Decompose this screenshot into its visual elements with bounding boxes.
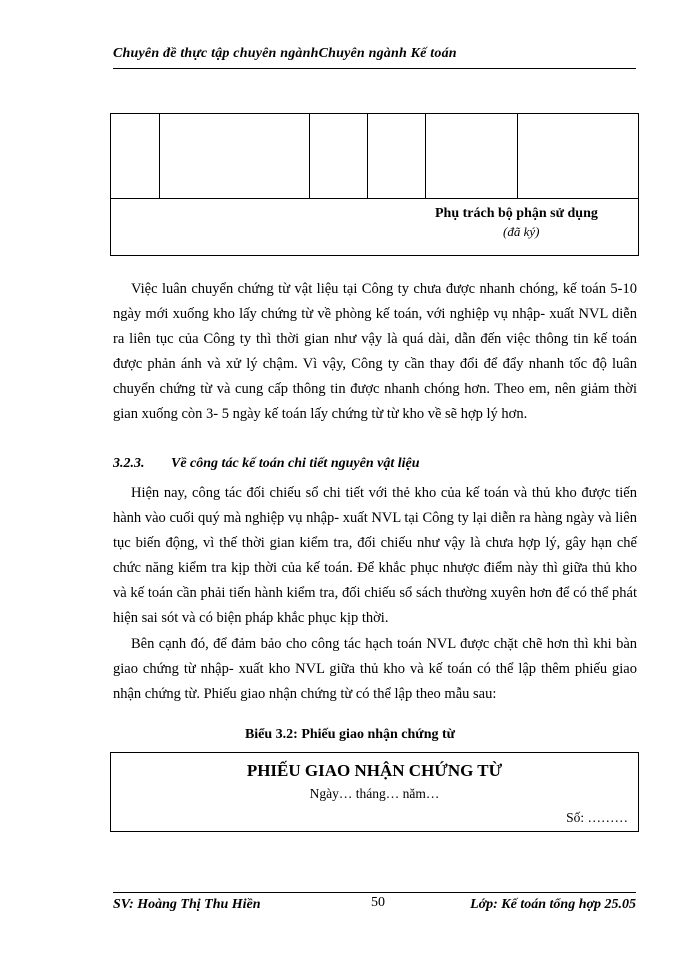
signature-note: (đã ký): [503, 224, 540, 239]
table-column-divider: [367, 114, 368, 199]
form-date: Ngày… tháng… năm…: [309, 786, 440, 801]
paragraph-handover-form: Bên cạnh đó, để đảm bảo cho công tác hạch toán NVL được chặt chẽ hơn thì khi bàn giao chứng từ nhập- xuất kho NVL giữa thủ kho và kế toán có thể lập thêm phiếu giao nhận chứng từ. Phiếu giao nhận chứng từ có thể lập theo mẫu sau:: [113, 636, 637, 702]
handover-form: [110, 752, 639, 832]
signature-table: [110, 113, 639, 256]
section-heading: [113, 456, 420, 472]
form-title: PHIẾU GIAO NHẬN CHỨNG TỪ: [246, 761, 503, 780]
paragraph-document-circulation: Việc luân chuyển chứng từ vật liệu tại Công ty chưa được nhanh chóng, kế toán 5-10 ngày mới xuống kho lấy chứng từ về phòng kế toán, với nghiệp vụ nhập- xuất NVL diễn ra liên tục của Công ty thì thời gian như vậy là quá dài, dẫn đến việc thông tin kế toán được phản ánh và xử lý chậm. Vì vậy, Công ty cần thay đổi để đẩy nhanh tốc độ luân chuyển chứng từ và cung cấp thông tin được nhanh chóng hơn. Theo em, nên giảm thời gian xuống còn 3- 5 ngày kế toán lấy chứng từ từ kho về sẽ hợp lý hơn.: [113, 281, 637, 422]
section-title: Về công tác kế toán chi tiết nguyên vật liệu: [171, 456, 420, 471]
page-number: 50: [371, 895, 385, 910]
figure-caption: Biểu 3.2: Phiếu giao nhận chứng từ: [244, 727, 456, 742]
table-column-divider: [425, 114, 426, 199]
table-empty-row: [111, 114, 638, 199]
table-column-divider: [309, 114, 310, 199]
page-header: [113, 46, 636, 69]
page-footer: [113, 892, 636, 917]
form-number: Số: ………: [566, 810, 628, 825]
header-title: Chuyên đề thực tập chuyên ngànhChuyên ngành Kế toán: [113, 46, 457, 61]
table-column-divider: [159, 114, 160, 199]
footer-author: SV: Hoàng Thị Thu Hiền: [113, 897, 261, 912]
footer-class: Lớp: Kế toán tổng hợp 25.05: [470, 897, 636, 912]
section-number: 3.2.3.: [113, 456, 145, 471]
table-column-divider: [517, 114, 518, 199]
signature-title: Phụ trách bộ phận sử dụng: [435, 206, 598, 221]
paragraph-reconciliation: Hiện nay, công tác đối chiếu sổ chi tiết với thẻ kho của kế toán và thủ kho được tiến hành vào cuối quý mà nghiệp vụ nhập- xuất NVL tại Công ty lại diễn ra hàng ngày và liên tục biến động, vì thế thời gian kiểm tra, đối chiếu như vậy là chưa hợp lý, gây hạn chế chức năng kiểm tra kịp thời của kế toán. Để khắc phục nhược điểm này thì giữa thủ kho và kế toán cần phải tiến hành kiểm tra, đối chiếu sổ sách thường xuyên hơn để có thể phát hiện sai sót và có biện pháp khắc phục kịp thời.: [113, 485, 637, 626]
